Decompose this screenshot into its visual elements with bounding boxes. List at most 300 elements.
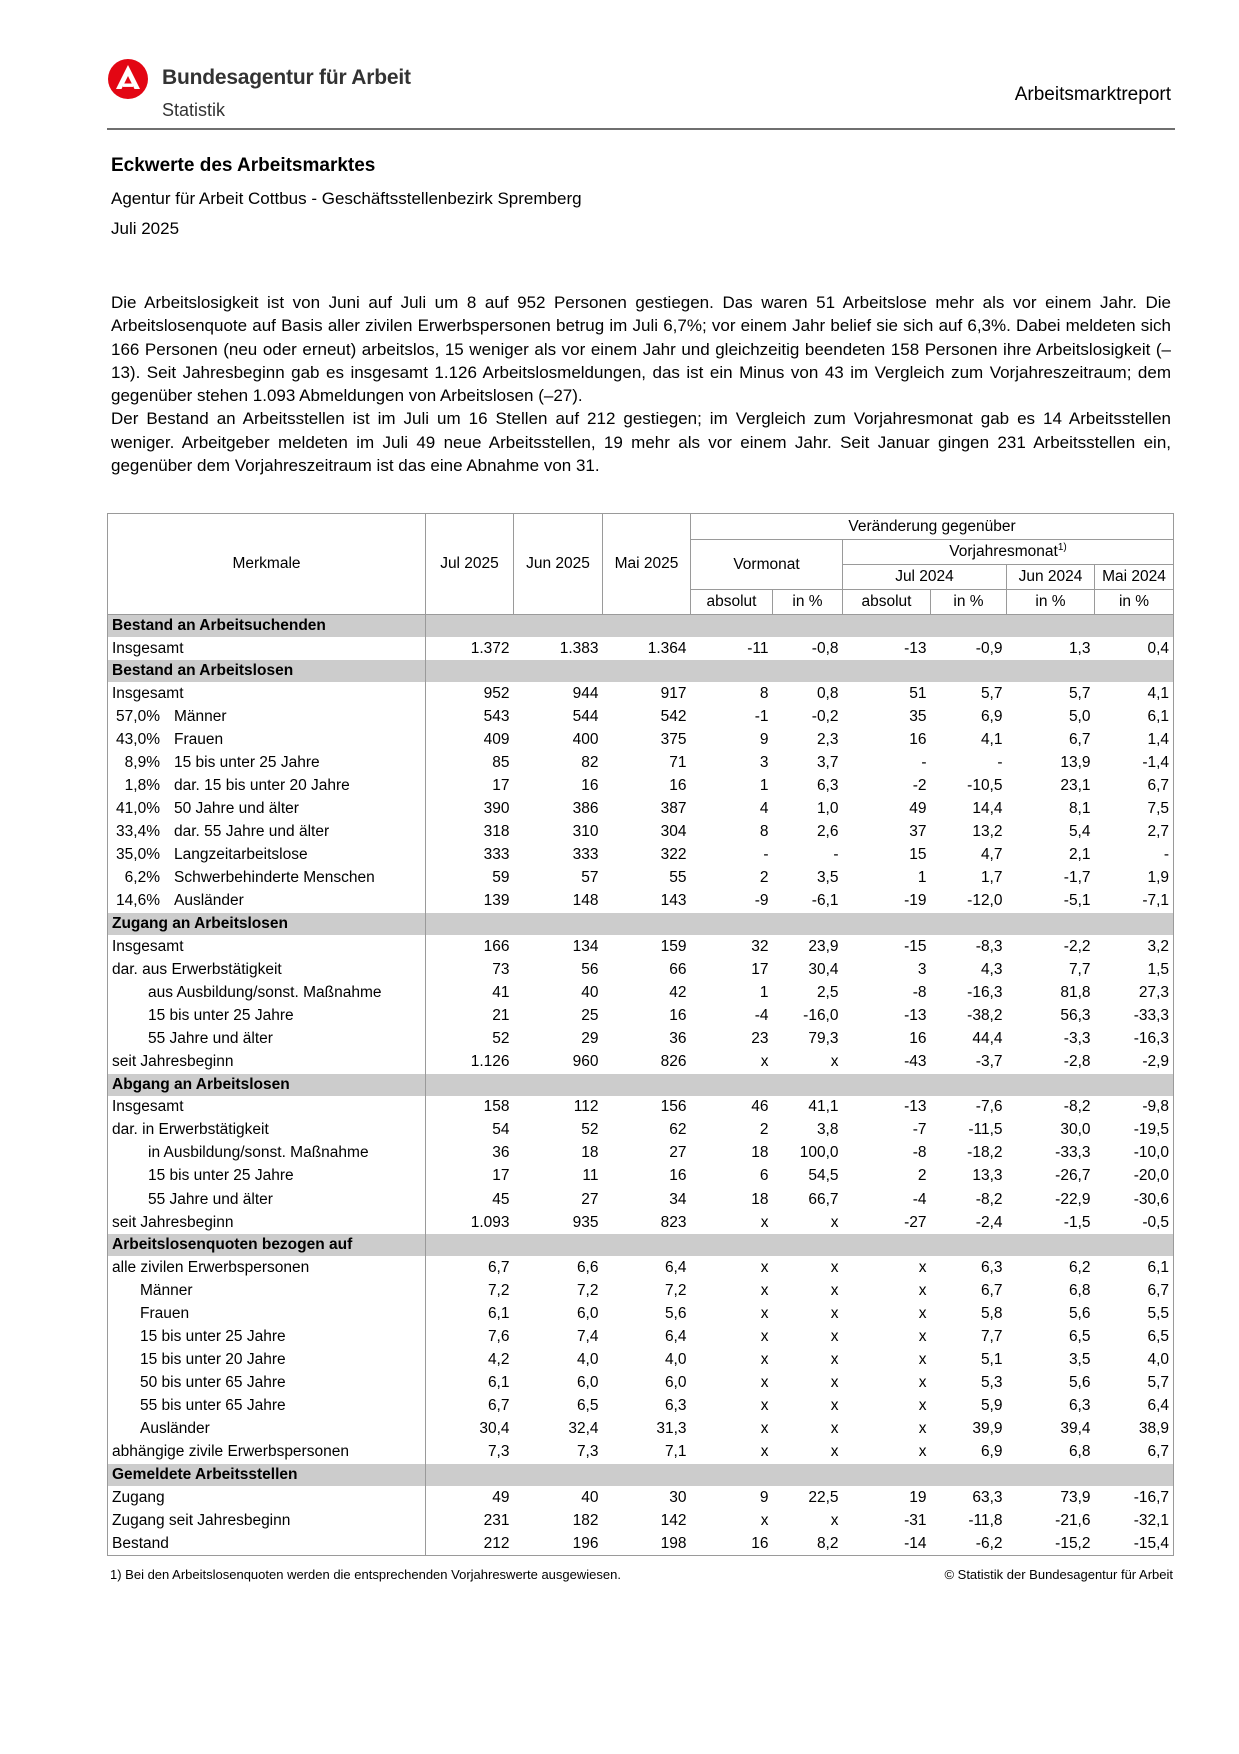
table-cell: 156 [660, 1098, 687, 1116]
table-row [108, 751, 1174, 774]
table-cell: 17 [492, 1167, 510, 1185]
table-cell: 322 [660, 846, 687, 864]
table-cell: 23 [751, 1029, 769, 1047]
row-share: 57,0% [116, 707, 160, 725]
table-cell: 49 [492, 1488, 510, 1506]
row-label [108, 1027, 426, 1050]
table-cell: 66,7 [808, 1190, 839, 1208]
section-filler [603, 913, 691, 935]
section-filler [691, 660, 773, 682]
table-cell: x [760, 1351, 769, 1369]
table-cell: 16 [909, 1029, 927, 1047]
table-cell: 66 [669, 960, 687, 978]
table-cell: x [760, 1213, 769, 1231]
table-cell: 166 [483, 937, 510, 955]
table-cell: 31,3 [656, 1420, 687, 1438]
row-label-text: Frauen [140, 1304, 190, 1322]
table-cell: 73 [492, 960, 510, 978]
table-cell: 6 [759, 1167, 769, 1185]
row-label [108, 1349, 426, 1372]
table-cell: -30,6 [1133, 1190, 1170, 1208]
table-cell: 6,7 [1147, 777, 1170, 795]
table-cell: 32 [751, 937, 769, 955]
table-cell: x [830, 1213, 839, 1231]
table-row [108, 798, 1174, 821]
table-cell: 100,0 [799, 1144, 839, 1162]
row-share: 6,2% [124, 869, 160, 887]
table-cell: 3,5 [1068, 1351, 1091, 1369]
table-cell: 52 [492, 1029, 510, 1047]
table-cell: 2,7 [1147, 823, 1170, 841]
table-cell: 23,9 [808, 937, 839, 955]
col-header-mai2025: Mai 2025 [603, 514, 691, 615]
table-cell: 36 [669, 1029, 687, 1047]
table-cell: 30,4 [479, 1420, 510, 1438]
table-cell: 944 [572, 684, 599, 702]
table-row [108, 682, 1174, 705]
row-share: 8,9% [124, 753, 160, 771]
row-label-text: alle zivilen Erwerbspersonen [112, 1258, 310, 1276]
table-cell: -1 [754, 707, 769, 725]
table-cell: 6,0 [664, 1374, 687, 1392]
table-cell: -20,0 [1133, 1167, 1170, 1185]
col-header-vorjahresmonat [843, 540, 1174, 565]
table-cell: 952 [483, 684, 510, 702]
table-cell: 8 [759, 684, 769, 702]
section-title: Bestand an Arbeitsuchenden [108, 615, 426, 638]
table-cell: 36 [492, 1144, 510, 1162]
row-label-text: 55 Jahre und älter [148, 1029, 273, 1047]
row-label-text: 50 Jahre und älter [174, 800, 299, 818]
table-cell: 182 [572, 1511, 599, 1529]
row-label [108, 935, 426, 958]
table-cell: x [830, 1281, 839, 1299]
row-share: 33,4% [116, 823, 160, 841]
table-cell: x [760, 1511, 769, 1529]
table-cell: 46 [751, 1098, 769, 1116]
table-cell: 6,7 [980, 1281, 1003, 1299]
table-cell: 6,5 [1068, 1327, 1091, 1345]
table-cell: 37 [909, 823, 927, 841]
table-cell: 2 [759, 1121, 769, 1139]
table-cell: 3,5 [816, 869, 839, 887]
table-cell: -8,2 [1063, 1098, 1091, 1116]
section-filler [931, 1234, 1007, 1256]
table-cell: 51 [909, 684, 927, 702]
table-cell: -1,4 [1142, 753, 1170, 771]
table-cell: -11,8 [968, 1511, 1003, 1529]
row-label [108, 1051, 426, 1074]
table-cell: 400 [572, 730, 599, 748]
table-row [108, 1165, 1174, 1188]
table-cell: -15,4 [1095, 1532, 1174, 1556]
table-cell: x [918, 1420, 927, 1438]
table-cell: -10,5 [967, 777, 1003, 795]
table-cell: 6,9 [980, 707, 1003, 725]
section-filler [773, 1234, 843, 1256]
row-label [108, 844, 426, 867]
table-cell: -7,6 [975, 1098, 1003, 1116]
table-cell: -21,6 [1055, 1511, 1091, 1529]
table-cell: -22,9 [1055, 1190, 1091, 1208]
table-cell: 82 [581, 753, 599, 771]
row-label-text: 55 Jahre und älter [148, 1190, 273, 1208]
table-cell: 196 [514, 1532, 603, 1556]
table-cell: 5,9 [980, 1397, 1003, 1415]
table-row [108, 1418, 1174, 1441]
table-cell: 42 [669, 983, 687, 1001]
section-filler [843, 1074, 931, 1096]
table-cell: 27 [581, 1190, 599, 1208]
table-cell: 139 [483, 892, 510, 910]
ba-logo-icon [107, 58, 149, 100]
table-cell: -18,2 [967, 1144, 1003, 1162]
table-cell: 5,7 [1147, 1374, 1170, 1392]
table-cell: x [830, 1420, 839, 1438]
row-label [108, 1165, 426, 1188]
table-cell: 212 [426, 1532, 514, 1556]
table-cell: 375 [660, 730, 687, 748]
table-cell: 45 [492, 1190, 510, 1208]
table-cell: 5,7 [1068, 684, 1091, 702]
row-label-text: dar. in Erwerbstätigkeit [112, 1121, 269, 1139]
table-cell: 333 [572, 846, 599, 864]
section-filler [773, 660, 843, 682]
table-cell: 1 [759, 777, 769, 795]
table-cell: 18 [581, 1144, 599, 1162]
table-cell: 6,3 [980, 1258, 1003, 1276]
table-cell: 6,1 [487, 1304, 510, 1322]
table-cell: 9 [759, 730, 769, 748]
col-header-in-pct: in % [1095, 590, 1174, 615]
table-cell: 6,3 [816, 777, 839, 795]
table-cell: 159 [660, 937, 687, 955]
row-label [108, 637, 426, 660]
table-cell: 4,0 [576, 1351, 599, 1369]
section-title: Gemeldete Arbeitsstellen [108, 1464, 426, 1486]
table-cell: 39,9 [972, 1420, 1003, 1438]
table-cell: 6,1 [1147, 707, 1170, 725]
table-row [108, 1532, 1174, 1556]
org-sub: Statistik [162, 100, 226, 120]
table-cell: 1,0 [816, 800, 839, 818]
table-cell: 1.093 [470, 1213, 510, 1231]
table-cell: 7,2 [664, 1281, 687, 1299]
table-cell: 5,4 [1068, 823, 1091, 841]
table-cell: 18 [751, 1190, 769, 1208]
table-cell: 18 [751, 1144, 769, 1162]
table-cell: 85 [492, 753, 510, 771]
table-cell: -9 [754, 892, 769, 910]
table-cell: -13 [904, 639, 927, 657]
section-filler [426, 1464, 514, 1486]
table-row [108, 1349, 1174, 1372]
col-header-in-pct: in % [931, 590, 1007, 615]
section-filler [1007, 660, 1095, 682]
table-cell: x [830, 1511, 839, 1529]
table-cell: 543 [483, 707, 510, 725]
row-label-text: in Ausbildung/sonst. Maßnahme [148, 1144, 369, 1162]
row-label [108, 1325, 426, 1348]
row-label-text: 55 bis unter 65 Jahre [140, 1397, 286, 1415]
table-cell: x [830, 1397, 839, 1415]
table-cell: 27 [669, 1144, 687, 1162]
table-cell: 1.126 [470, 1053, 510, 1071]
table-cell: 1,4 [1147, 730, 1170, 748]
table-cell: 4 [759, 800, 769, 818]
table-row [108, 958, 1174, 981]
table-cell: 6,9 [980, 1443, 1003, 1461]
row-label-text: Insgesamt [112, 1098, 184, 1116]
table-cell: 40 [581, 983, 599, 1001]
row-label-text: Insgesamt [112, 639, 184, 657]
table-cell: x [760, 1327, 769, 1345]
row-share: 1,8% [124, 777, 160, 795]
table-row [108, 1325, 1174, 1348]
table-cell: 2,3 [816, 730, 839, 748]
table-row [108, 1372, 1174, 1395]
table-cell: 318 [483, 823, 510, 841]
row-label [108, 1441, 426, 1464]
table-row [108, 867, 1174, 890]
doc-subtitle: Agentur für Arbeit Cottbus - Geschäftsstellenbezirk Spremberg [111, 189, 582, 208]
row-label [108, 1119, 426, 1142]
table-cell: -8,2 [975, 1190, 1003, 1208]
table-cell: 960 [572, 1053, 599, 1071]
col-header-mai2024: Mai 2024 [1095, 565, 1174, 590]
intro-paragraph: Die Arbeitslosigkeit ist von Juni auf Juli um 8 auf 952 Personen gestiegen. Das waren 51 Arbeitslose mehr als vor einem Jahr. Die Arbeitslosenquote auf Basis aller zivilen Erwerbspersonen betrug im Juli 6,7%; vor einem Jahr belief sie sich auf 6,3%. Dabei meldeten sich 166 Personen (neu oder erneut) arbeitslos, 15 weniger als vor einem Jahr und gleichzeitig beendeten 158 Personen ihre Arbeitslosigkeit (–13). Seit Jahresbeginn gab es insgesamt 1.126 Arbeitslosmeldungen, das ist ein Minus von 43 im Vergleich zum Vorjahreszeitraum; dem gegenüber stehen 1.093 Abmeldungen von Arbeitslosen (–27). [111, 293, 1171, 406]
table-row [108, 821, 1174, 844]
row-label [108, 1532, 426, 1556]
col-header-vormonat: Vormonat [691, 540, 843, 590]
table-cell: 6,1 [1147, 1258, 1170, 1276]
table-cell: 304 [660, 823, 687, 841]
table-row [108, 981, 1174, 1004]
table-cell: 917 [660, 684, 687, 702]
row-label [108, 958, 426, 981]
section-filler [773, 1074, 843, 1096]
row-label [108, 728, 426, 751]
row-label [108, 981, 426, 1004]
section-header-row [108, 1074, 1174, 1096]
table-cell: 5,6 [664, 1304, 687, 1322]
row-label [108, 1004, 426, 1027]
intro-text [111, 291, 1171, 477]
table-cell: x [918, 1281, 927, 1299]
table-cell: 6,6 [576, 1258, 599, 1276]
table-cell: 1,7 [980, 869, 1003, 887]
row-label [108, 1279, 426, 1302]
section-filler [931, 1074, 1007, 1096]
table-cell: 6,7 [1147, 1281, 1170, 1299]
intro-paragraph: Der Bestand an Arbeitsstellen ist im Juli um 16 Stellen auf 212 gestiegen; im Vergleich zum Vorjahresmonat gab es 14 Arbeitsstellen weniger. Arbeitgeber meldeten im Juli 49 neue Arbeitsstellen, 19 mehr als vor einem Jahr. Seit Januar gingen 231 Arbeitsstellen ein, gegenüber dem Vorjahreszeitraum ist das eine Abnahme von 31. [111, 409, 1171, 476]
row-label-text: Bestand [112, 1534, 169, 1552]
table-cell: x [918, 1443, 927, 1461]
table-cell: 13,2 [972, 823, 1003, 841]
table-cell: 6,8 [1068, 1281, 1091, 1299]
row-label-text: 50 bis unter 65 Jahre [140, 1374, 286, 1392]
table-cell: 7,6 [487, 1327, 510, 1345]
table-cell: -0,9 [975, 639, 1003, 657]
row-share: 41,0% [116, 800, 160, 818]
row-share: 35,0% [116, 846, 160, 864]
table-cell: 4,3 [980, 960, 1003, 978]
table-cell: x [760, 1443, 769, 1461]
table-cell: 333 [483, 846, 510, 864]
table-cell: -13 [904, 1098, 927, 1116]
section-filler [426, 660, 514, 682]
table-cell: 6,7 [487, 1397, 510, 1415]
table-cell: 79,3 [808, 1029, 839, 1047]
section-filler [1095, 1464, 1174, 1486]
table-cell: -10,0 [1133, 1144, 1170, 1162]
table-cell: 5,7 [980, 684, 1003, 702]
table-cell: 56 [581, 960, 599, 978]
section-filler [514, 615, 603, 638]
table-cell: 7,2 [576, 1281, 599, 1299]
table-cell: x [918, 1351, 927, 1369]
table-cell: -15,2 [1007, 1532, 1095, 1556]
row-label-text: 15 bis unter 25 Jahre [140, 1327, 286, 1345]
table-cell: -2 [912, 777, 927, 795]
section-filler [514, 1074, 603, 1096]
table-cell: - [921, 753, 927, 771]
table-cell: 6,4 [664, 1258, 687, 1276]
table-cell: 4,2 [487, 1351, 510, 1369]
table-cell: 8,1 [1068, 800, 1091, 818]
row-label [108, 798, 426, 821]
table-cell: -16,3 [967, 983, 1003, 1001]
row-label [108, 1142, 426, 1165]
col-header-absolut: absolut [691, 590, 773, 615]
table-cell: 41 [492, 983, 510, 1001]
table-body [108, 615, 1174, 1556]
table-cell: 6,5 [1147, 1327, 1170, 1345]
table-cell: -14 [843, 1532, 931, 1556]
row-label-text: 15 bis unter 25 Jahre [174, 753, 320, 771]
table-cell: -6,1 [811, 892, 839, 910]
table-cell: x [830, 1351, 839, 1369]
row-label-text: dar. aus Erwerbstätigkeit [112, 960, 282, 978]
row-label-text: Langzeitarbeitslose [174, 846, 308, 864]
section-filler [514, 913, 603, 935]
table-cell: -33,3 [1133, 1006, 1170, 1024]
section-filler [843, 1234, 931, 1256]
table-cell: 826 [660, 1053, 687, 1071]
report-title: Arbeitsmarktreport [1014, 84, 1171, 105]
table-cell: 142 [660, 1511, 687, 1529]
table-cell: -8 [912, 983, 927, 1001]
table-cell: x [830, 1327, 839, 1345]
row-label [108, 1418, 426, 1441]
row-share: 43,0% [116, 730, 160, 748]
table-cell: -16,0 [803, 1006, 839, 1024]
col-header-veraenderung: Veränderung gegenüber [691, 514, 1174, 540]
table-cell: 56,3 [1060, 1006, 1091, 1024]
row-label [108, 682, 426, 705]
table-cell: 5,3 [980, 1374, 1003, 1392]
table-cell: 542 [660, 707, 687, 725]
col-header-jun2025: Jun 2025 [514, 514, 603, 615]
table-cell: x [830, 1053, 839, 1071]
table-cell: -43 [904, 1053, 927, 1071]
footnote: 1) Bei den Arbeitslosenquoten werden die entsprechenden Vorjahreswerte ausgewiesen. [110, 1567, 621, 1582]
table-cell: 29 [581, 1029, 599, 1047]
table-cell: 25 [581, 1006, 599, 1024]
page-header [107, 54, 1175, 130]
table-cell: 32,4 [568, 1420, 599, 1438]
col-header-jun2024: Jun 2024 [1007, 565, 1095, 590]
section-filler [514, 1234, 603, 1256]
table-cell: 1,5 [1147, 960, 1170, 978]
table-cell: 6,0 [576, 1304, 599, 1322]
table-cell: -11,5 [968, 1121, 1003, 1139]
table-cell: 2 [759, 869, 769, 887]
section-filler [691, 1074, 773, 1096]
table-row [108, 844, 1174, 867]
table-cell: -19 [904, 892, 927, 910]
table-cell: 11 [582, 1167, 599, 1185]
section-filler [1095, 660, 1174, 682]
table-cell: 5,6 [1068, 1304, 1091, 1322]
row-label-text: Männer [174, 707, 227, 725]
table-cell: 112 [573, 1098, 599, 1116]
table-cell: 2,6 [816, 823, 839, 841]
table-cell: 935 [572, 1213, 599, 1231]
section-filler [773, 615, 843, 638]
section-filler [691, 615, 773, 638]
table-cell: 16 [691, 1532, 773, 1556]
table-cell: 7,3 [487, 1443, 510, 1461]
table-cell: 3 [917, 960, 927, 978]
table-cell: 2,1 [1068, 846, 1091, 864]
table-cell: 1 [759, 983, 769, 1001]
table-cell: 390 [483, 800, 510, 818]
table-cell: 30 [669, 1488, 687, 1506]
row-label-text: Insgesamt [112, 684, 184, 702]
section-filler [691, 1234, 773, 1256]
table-cell: 1.372 [470, 639, 510, 657]
table-cell: 5,0 [1068, 707, 1091, 725]
section-filler [603, 660, 691, 682]
table-cell: 27,3 [1138, 983, 1170, 1001]
table-cell: -38,2 [967, 1006, 1003, 1024]
row-label [108, 1395, 426, 1418]
table-cell: -32,1 [1133, 1511, 1170, 1529]
table-cell: 6,3 [1068, 1397, 1091, 1415]
table-cell: -0,5 [1142, 1213, 1170, 1231]
row-label [108, 1302, 426, 1325]
row-label-text: Männer [140, 1281, 193, 1299]
data-table [107, 513, 1174, 1556]
table-cell: 19 [909, 1488, 927, 1506]
table-row [108, 1279, 1174, 1302]
table-cell: -9,8 [1142, 1098, 1170, 1116]
section-header-row [108, 1464, 1174, 1486]
row-label [108, 751, 426, 774]
section-filler [1095, 913, 1174, 935]
table-cell: x [918, 1397, 927, 1415]
section-title: Bestand an Arbeitslosen [108, 660, 426, 682]
table-cell: 6,7 [487, 1258, 510, 1276]
table-cell: 6,8 [1068, 1443, 1091, 1461]
row-label [108, 774, 426, 797]
col-header-jul2025: Jul 2025 [426, 514, 514, 615]
section-filler [843, 913, 931, 935]
col-header-merkmale: Merkmale [108, 514, 426, 615]
table-cell: -19,5 [1133, 1121, 1170, 1139]
table-cell: x [760, 1397, 769, 1415]
